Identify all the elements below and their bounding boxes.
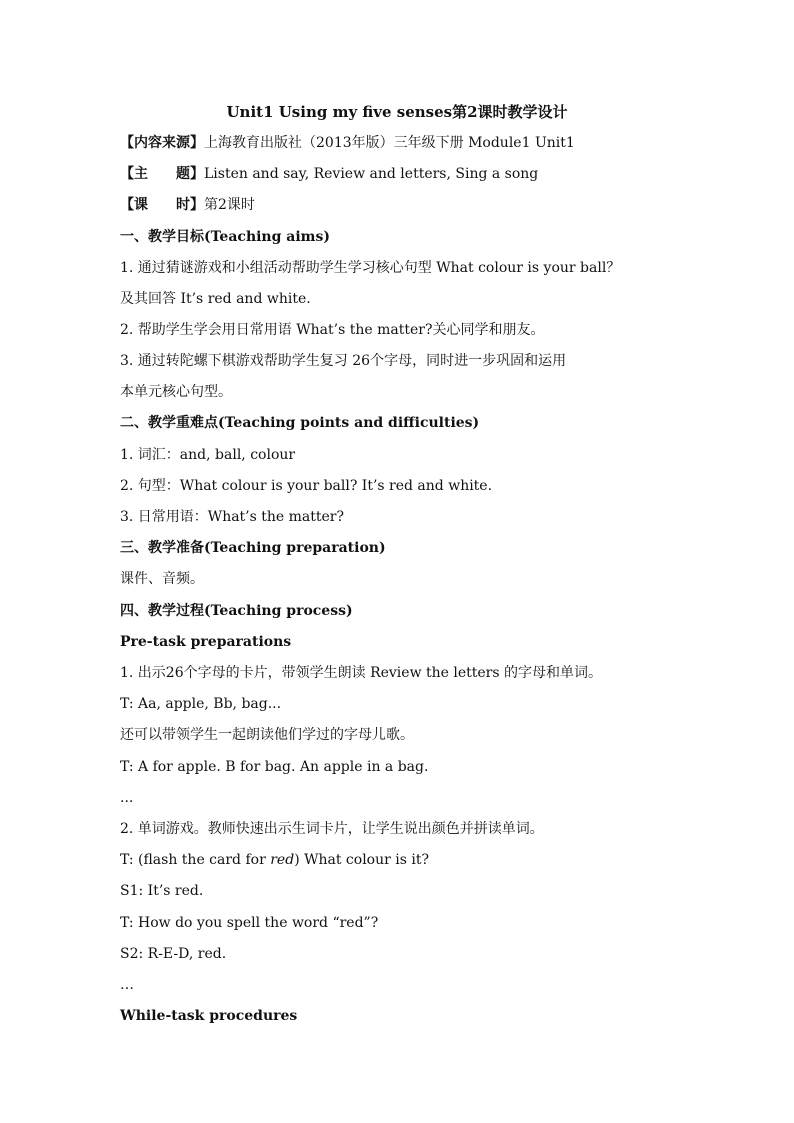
point3: 3. 日常用语：What’s the matter?: [120, 509, 345, 525]
while-task-heading: While-task procedures: [120, 1008, 298, 1024]
period-line: [120, 196, 255, 214]
aim1-line1: 1. 通过猜谜游戏和小组活动帮助学生学习核心句型 What colour is your ball？: [120, 260, 621, 276]
section1-heading: 一、教学目标(Teaching aims): [120, 229, 330, 245]
ellipsis: …: [120, 977, 134, 993]
dialogue-line: [120, 851, 429, 869]
dialogue-line: T: Aa, apple, Bb, bag...: [120, 696, 282, 712]
dialogue-line: S1: It’s red.: [120, 883, 204, 899]
emphasized-word: red: [270, 852, 295, 868]
process-step1: 1. 出示26个字母的卡片，带领学生朗读 Review the letters 的字母和单词。: [120, 665, 603, 681]
point2: 2. 句型：What colour is your ball? It’s red and white.: [120, 478, 493, 494]
section2-heading: 二、教学重难点(Teaching points and difficulties): [120, 415, 480, 431]
source-label: 【内容来源】: [120, 135, 204, 151]
period-value: 第2课时: [204, 197, 255, 213]
document-title: Unit1 Using my five senses第2课时教学设计: [226, 103, 568, 121]
topic-line: [120, 165, 538, 183]
aim3-line2: 本单元核心句型。: [120, 384, 232, 400]
topic-label: 【主 题】: [120, 166, 204, 182]
period-label: 【课 时】: [120, 197, 204, 213]
pre-task-heading: Pre-task preparations: [120, 634, 292, 650]
ellipsis: ...: [120, 790, 134, 806]
aim3-line1: 3. 通过转陀螺下棋游戏帮助学生复习 26个字母，同时进一步巩固和运用: [120, 353, 567, 369]
source-value: 上海教育出版社（2013年版）三年级下册 Module1 Unit1: [204, 135, 575, 151]
process-step2: 2. 单词游戏。教师快速出示生词卡片，让学生说出颜色并拼读单词。: [120, 821, 544, 837]
point1: 1. 词汇：and, ball, colour: [120, 447, 296, 463]
dialogue-line: T: How do you spell the word “red”?: [120, 915, 379, 931]
topic-value: Listen and say, Review and letters, Sing a song: [204, 166, 539, 182]
preparation-text: 课件、音频。: [120, 571, 204, 587]
process-note: 还可以带领学生一起朗读他们学过的字母儿歌。: [120, 727, 414, 743]
section4-heading: 四、教学过程(Teaching process): [120, 603, 353, 619]
section3-heading: 三、教学准备(Teaching preparation): [120, 540, 386, 556]
source-line: [120, 134, 575, 152]
aim2: 2. 帮助学生学会用日常用语 What’s the matter?关心同学和朋友。: [120, 322, 545, 338]
dialogue-line: S2: R-E-D, red.: [120, 946, 227, 962]
dialogue-text: T: (flash the card for: [120, 852, 271, 868]
aim1-line2: 及其回答 It’s red and white.: [120, 291, 311, 307]
dialogue-text: ) What colour is it?: [294, 852, 429, 868]
dialogue-line: T: A for apple. B for bag. An apple in a bag.: [120, 759, 429, 775]
